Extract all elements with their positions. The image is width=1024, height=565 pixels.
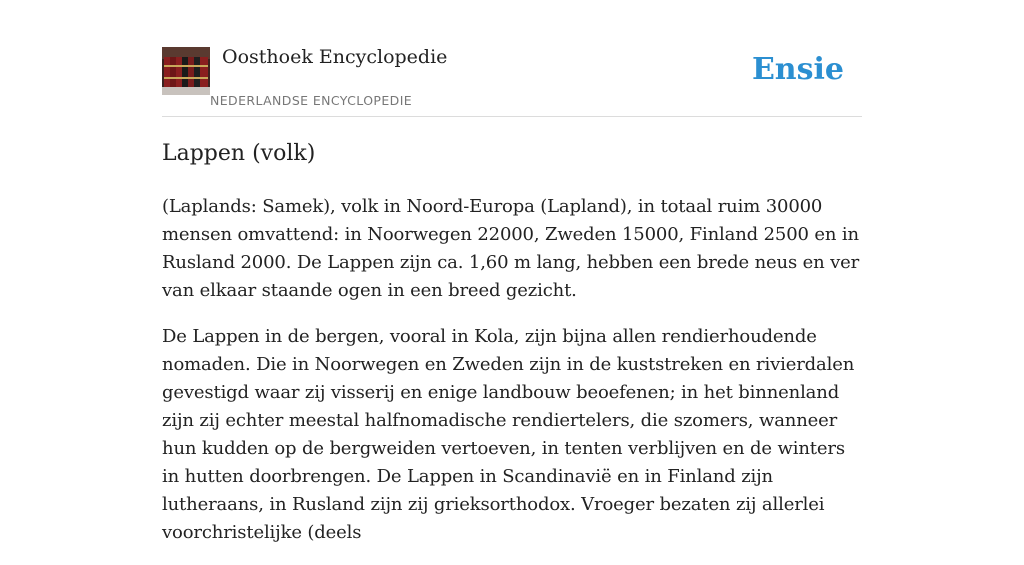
site-title[interactable]: Oosthoek Encyclopedie xyxy=(222,46,448,68)
encyclopedia-books-icon[interactable] xyxy=(162,47,210,95)
article-paragraph: (Laplands: Samek), volk in Noord-Europa (Lapland), in totaal ruim 30000 mensen omvattend: in Noorwegen 22000, Zweden 15000, Finland 2500 en in Rusland 2000. De Lappen zijn ca. 1,60 m lang, hebben een brede neus en ver van elkaar staande ogen in een breed gezicht. xyxy=(162,196,860,301)
site-subtitle: NEDERLANDSE ENCYCLOPEDIE xyxy=(210,93,413,108)
article-paragraph: De Lappen in de bergen, vooral in Kola, zijn bijna allen rendierhoudende nomaden. Die in Noorwegen en Zweden zijn in de kuststreken en rivierdalen gevestigd waar zij visserij en enige landbouw beoefenen; in het binnenland zijn zij echter meestal halfnomadische rendiertelers, die szomers, wanneer hun kudden op de bergweiden vertoeven, in tenten verblijven en de winters in hutten doorbrengen. De Lappen in Scandinavië en in Finland zijn lutheraans, in Rusland zijn zij grieksorthodox. Vroeger bezaten zij allerlei voorchristelijke (deels xyxy=(162,326,855,543)
brand-logo-link[interactable]: Ensie xyxy=(751,52,844,87)
article-content xyxy=(162,138,862,565)
site-header xyxy=(162,46,862,117)
article-title: Lappen (volk) xyxy=(162,141,316,166)
